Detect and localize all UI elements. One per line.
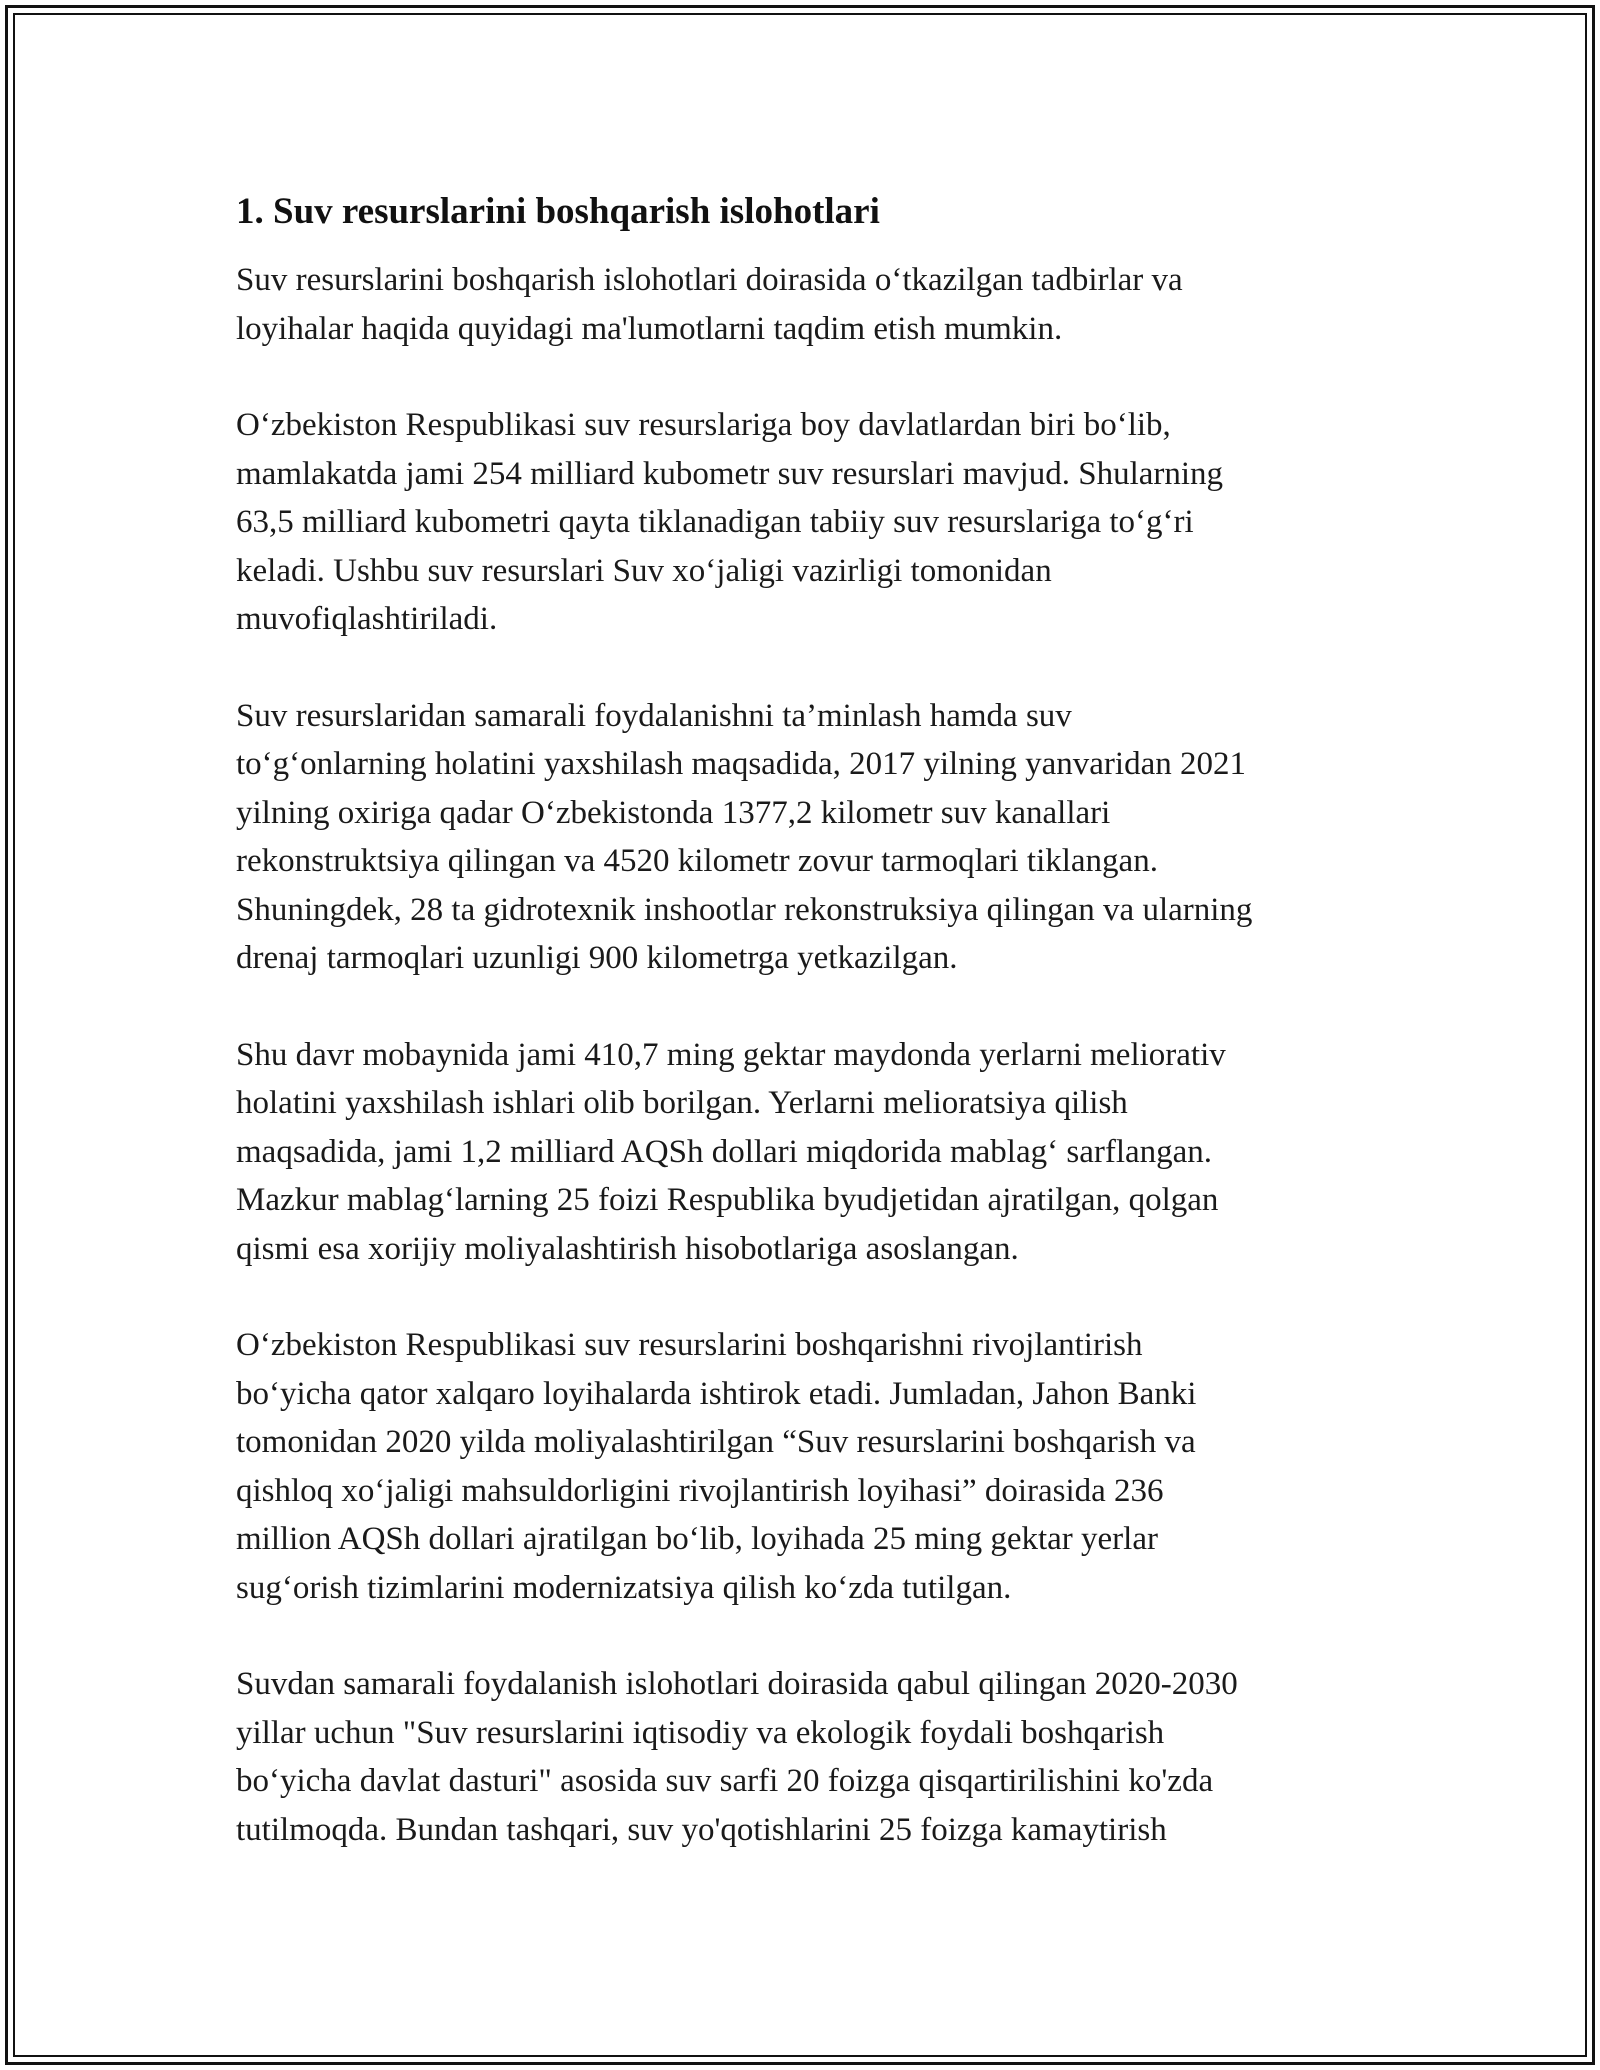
paragraph-intro: Suv resurslarini boshqarish islohotlari doirasida o‘tkazilgan tadbirlar va loyihalar haqida quyidagi ma'lumotlarni taqdim etish mumkin. [236,262,1183,347]
paragraph-state-program: Suvdan samarali foydalanish islohotlari doirasida qabul qilingan 2020-2030 yillar uchun "Suv resurslarini iqtisodiy va ekologik foydali boshqarish bo‘yicha davlat dasturi" asosida suv sarfi 20 foizga qisqartirilishini ko'zda tutilmoqda. Bundan tashqari, suv yo'qotishlarini 25 foizga kamaytirish [236,1666,1238,1848]
document-body [236,186,1386,1902]
paragraph-water-resources: O‘zbekiston Respublikasi suv resurslariga boy davlatlardan biri bo‘lib, mamlakatda jami 254 milliard kubometr suv resurslari mavjud. Shularning 63,5 milliard kubometri qayta tiklanadigan tabiiy suv resurslariga to‘g‘ri keladi. Ushbu suv resurslari Suv xo‘jaligi vazirligi tomonidan muvofiqlashtiriladi. [236,407,1224,637]
paragraph-international-projects: O‘zbekiston Respublikasi suv resurslarini boshqarishni rivojlantirish bo‘yicha qator xalqaro loyihalarda ishtirok etadi. Jumladan, Jahon Banki tomonidan 2020 yilda moliyalashtirilgan “Suv resurslarini boshqarish va qishloq xo‘jaligi mahsuldorligini rivojlantirish loyihasi” doirasida 236 million AQSh dollari ajratilgan bo‘lib, loyihada 25 ming gektar yerlar sug‘orish tizimlarini modernizatsiya qilish ko‘zda tutilgan. [236,1327,1197,1606]
paragraph-land-melioration: Shu davr mobaynida jami 410,7 ming gektar maydonda yerlarni meliorativ holatini yaxshilash ishlari olib borilgan. Yerlarni melioratsiya qilish maqsadida, jami 1,2 milliard AQSh dollari miqdorida mablag‘ sarflangan. Mazkur mablag‘larning 25 foizi Respublika byudjetidan ajratilgan, qolgan qismi esa xorijiy moliyalashtirish hisobotlariga asoslangan. [236,1036,1226,1267]
paragraph-canal-reconstruction: Suv resurslaridan samarali foydalanishni ta’minlash hamda suv to‘g‘onlarning holatini yaxshilash maqsadida, 2017 yilning yanvaridan 2021 yilning oxiriga qadar O‘zbekistonda 1377,2 kilometr suv kanallari rekonstruktsiya qilingan va 4520 kilometr zovur tarmoqlari tiklangan. Shuningdek, 28 ta gidrotexnik inshootlar rekonstruksiya qilingan va ularning drenaj tarmoqlari uzunligi 900 kilometrga yetkazilgan. [236,697,1253,976]
section-heading: 1. Suv resurslarini boshqarish islohotlari [236,191,880,232]
